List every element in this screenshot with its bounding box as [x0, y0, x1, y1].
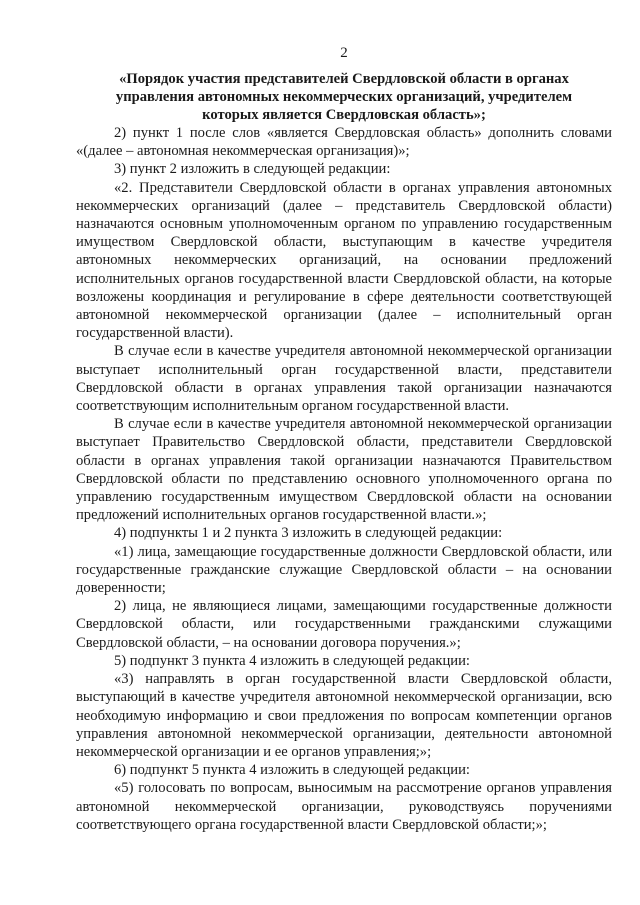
paragraph-case-executive-founder: В случае если в качестве учредителя автономной некоммерческой организации выступает исполнительный орган государственной власти, представители Свердловской области в органах управления такой организации назначаются соответствующим исполнительным органом государственной власти. — [76, 343, 612, 415]
paragraph-item-2: 2) пункт 1 после слов «является Свердловская область» дополнить словами «(далее – автономная некоммерческая организация)»; — [76, 125, 612, 160]
document-body — [76, 124, 612, 834]
paragraph-subitem-3: «3) направлять в орган государственной власти Свердловской области, выступающий в качестве учредителя автономной некоммерческой организации, всю необходимую информацию и свои предложения по вопросам компетенции органов управления автономной некоммерческой организации, деятельности автономной некоммерческой организации и ее органов управления;»; — [76, 671, 612, 760]
document-page — [76, 44, 612, 834]
paragraph-item-6: 6) подпункт 5 пункта 4 изложить в следующей редакции: — [114, 762, 470, 779]
title-line: управления автономных некоммерческих организаций, учредителем — [115, 89, 573, 105]
title-line: «Порядок участия представителей Свердловской области в органах — [119, 71, 569, 87]
page-number: 2 — [340, 45, 348, 61]
paragraph-subitem-5: «5) голосовать по вопросам, выносимым на рассмотрение органов управления автономной некоммерческой организации, руководствуясь поручениями соответствующего органа государственной власти Свердловской области;»; — [76, 780, 612, 833]
paragraph-case-government-founder: В случае если в качестве учредителя автономной некоммерческой организации выступает Правительство Свердловской области, представители Свердловской области в органах управления такой организации назначаются Правительством Свердловской области по представлению основного уполномоченного органа по управлению государственным имуществом Свердловской области на основании предложений исполнительных органов государственной власти.»; — [76, 416, 612, 524]
paragraph-item-4: 4) подпункты 1 и 2 пункта 3 изложить в следующей редакции: — [114, 525, 503, 542]
paragraph-subitem-1: «1) лица, замещающие государственные должности Свердловской области, или государственные гражданские служащие Свердловской области – на основании доверенности; — [76, 543, 612, 597]
document-title — [76, 70, 612, 124]
paragraph-clause-2: «2. Представители Свердловской области в органах управления автономных некоммерческих организаций (далее – представитель Свердловской области) назначаются основным уполномоченным органом по управлению государственным имуществом Свердловской области, выступающим в качестве учредителя автономных некоммерческих организаций, на основании предложений исполнительных органов государственной власти Свердловской области, на которые возложены координация и регулирование в сфере деятельности соответствующей автономной некоммерческой организации (далее – исполнительный орган государственной власти). — [76, 179, 612, 342]
paragraph-item-3: 3) пункт 2 изложить в следующей редакции: — [114, 161, 391, 178]
paragraph-subitem-2: 2) лица, не являющиеся лицами, замещающими государственные должности Свердловской области, или государственными гражданскими служащими Свердловской области, – на основании договора поручения.»; — [76, 598, 612, 651]
title-line: которых является Свердловская область»; — [202, 107, 486, 123]
paragraph-item-5: 5) подпункт 3 пункта 4 изложить в следующей редакции: — [114, 652, 470, 669]
